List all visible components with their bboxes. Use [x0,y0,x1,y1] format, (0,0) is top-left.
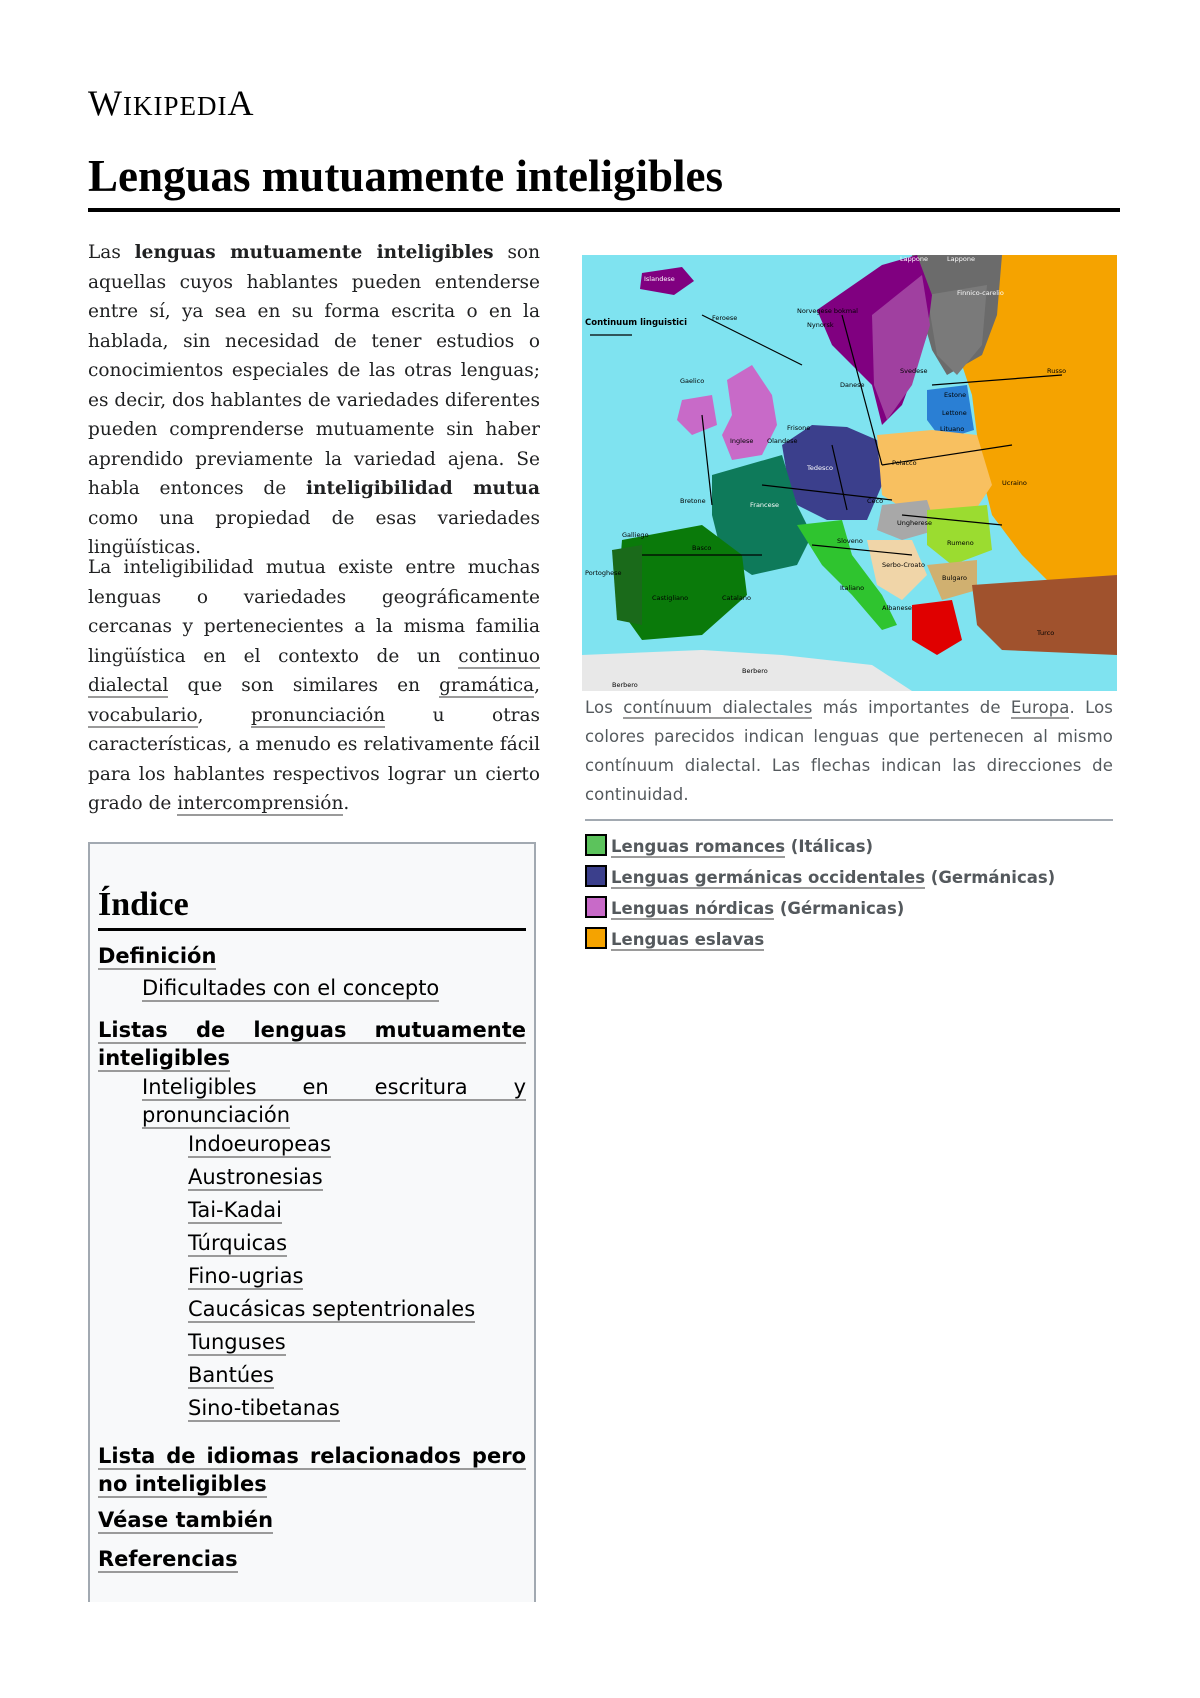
link-europa[interactable]: Europa [1010,698,1070,717]
map-label: Ceco [867,497,884,505]
map-label: Albanese [882,604,912,612]
map-label: Ungherese [897,519,933,527]
link-continuo-dialectal[interactable]: continuo dialectal [88,645,540,696]
map-label: Lappone [947,255,975,263]
link-continuum-dialectales[interactable]: contínuum dialectales [623,698,813,717]
toc-item-listas[interactable]: Listas de lenguas mutuamente inteligibles [98,1018,526,1070]
toc-item-caucasicas[interactable]: Caucásicas septentrionales [188,1297,476,1321]
toc-item-tunguses[interactable]: Tunguses [188,1330,286,1354]
map-label: Svedese [900,367,928,375]
map-label: Olandese [767,437,798,445]
toc-item-tai-kadai[interactable]: Tai-Kadai [188,1198,282,1222]
map-label: Castigliano [652,594,689,602]
link-vocabulario[interactable]: vocabulario [88,704,198,726]
map-label: Portoghese [585,569,622,577]
map-label: Danese [840,381,865,389]
toc-item-sino-tibetanas[interactable]: Sino-tibetanas [188,1396,340,1420]
map-label: Tedesco [807,464,833,472]
map-label: Polacco [892,459,917,467]
toc-item-vease-tambien[interactable]: Véase también [98,1508,274,1532]
map-label: Lettone [942,409,967,417]
map-label: Finnico-carelio [957,289,1004,297]
map-label: Francese [750,501,779,509]
legend-swatch-germanicas [585,865,607,887]
map-label: Rumeno [947,539,974,547]
map-label: Feroese [712,314,738,322]
toc-item-austronesias[interactable]: Austronesias [188,1165,323,1189]
map-label: Frisone [787,424,811,432]
legend-swatch-eslavas [585,927,607,949]
link-gramatica[interactable]: gramática [439,675,535,696]
map-label: Catalano [722,594,751,602]
legend-swatch-romances [585,834,607,856]
map-label: Bretone [680,497,706,505]
map-label: Russo [1047,367,1067,375]
map-label: Basco [692,544,712,552]
page-title: Lenguas mutuamente inteligibles [88,146,1120,212]
link-pronunciacion[interactable]: pronunciación [250,704,386,726]
map-label: Inglese [730,437,754,445]
toc-title: Índice [98,884,526,931]
map-label: Estone [944,391,967,399]
toc-item-indoeuropeas[interactable]: Indoeuropeas [188,1132,331,1156]
map-label: Norvegese bokmal [797,307,858,315]
map-label: Turco [1037,629,1055,637]
toc-item-definicion[interactable]: Definición [98,944,217,968]
legend-swatch-nordicas [585,896,607,918]
map-label: Islandese [644,275,675,283]
toc-item-turquicas[interactable]: Túrquicas [188,1231,288,1255]
toc-item-bantues[interactable]: Bantúes [188,1363,274,1387]
legend-item-eslavas[interactable]: Lenguas eslavas [585,927,764,951]
map-label: Lituano [940,425,965,433]
toc-item-fino-ugrias[interactable]: Fino-ugrias [188,1264,304,1288]
map-label: Continuum linguistici [585,318,687,328]
legend-item-nordicas[interactable]: Lenguas nórdicas (Gérmanicas) [585,896,904,920]
caption-divider [585,819,1113,821]
toc-item-escritura-pronunciacion[interactable]: Inteligibles en escritura y pronunciación [142,1075,526,1127]
map-caption: Los contínuum dialectales más importantes de Europa. Los colores parecidos indican lenguas que pertenecen al mismo contínuum dialectal. Las flechas indican las direcciones de continuidad. [585,698,1114,804]
intro-paragraph: Las lenguas mutuamente inteligibles son aquellas cuyos hablantes pueden entenderse entre sí, ya sea en su forma escrita o en la hablada, sin necesidad de tener estudios o conocimientos especiales de las otras lenguas; es decir, dos hablantes de variedades diferentes pueden comprenderse mutuamente sin haber aprendido previamente la variedad ajena. Se habla entonces de inteligibilidad mutua como una propiedad de esas variedades lingüísticas. [88,242,540,558]
map-label: Serbo-Croato [882,561,925,569]
map-label: Galliego [622,531,649,539]
map-label: Bulgaro [942,574,968,582]
toc-item-referencias[interactable]: Referencias [98,1547,238,1571]
map-label: Lappone [900,255,928,263]
toc-item-dificultades[interactable]: Dificultades con el concepto [142,976,440,1000]
map-label: Ucraino [1002,479,1027,487]
legend-item-romances[interactable]: Lenguas romances (Itálicas) [585,834,873,858]
table-of-contents [88,842,536,1602]
europe-dialect-continuum-map[interactable] [582,255,1117,691]
link-intercomprension[interactable]: intercomprensión [177,793,344,814]
map-label: Berbero [612,681,638,689]
map-label: Italiano [840,584,865,592]
map-label: Berbero [742,667,768,675]
map-label: Gaelico [680,377,705,385]
toc-item-no-inteligibles[interactable]: Lista de idiomas relacionados pero no inteligibles [98,1444,526,1496]
wikipedia-logo[interactable]: WIKIPEDIA [88,83,255,123]
second-paragraph: La inteligibilidad mutua existe entre muchas lenguas o variedades geográficamente cercanas y pertenecientes a la misma familia lingüística en el contexto de un continuo dialectal que son similares en gramática, vocabulario, pronunciación u otras características, a menudo es relativamente fácil para los hablantes respectivos lograr un cierto grado de intercomprensión. [88,557,541,814]
legend-item-germanicas[interactable]: Lenguas germánicas occidentales (Germánicas) [585,865,1055,889]
map-label: Nynorsk [807,321,834,329]
map-label: Sloveno [837,537,863,545]
